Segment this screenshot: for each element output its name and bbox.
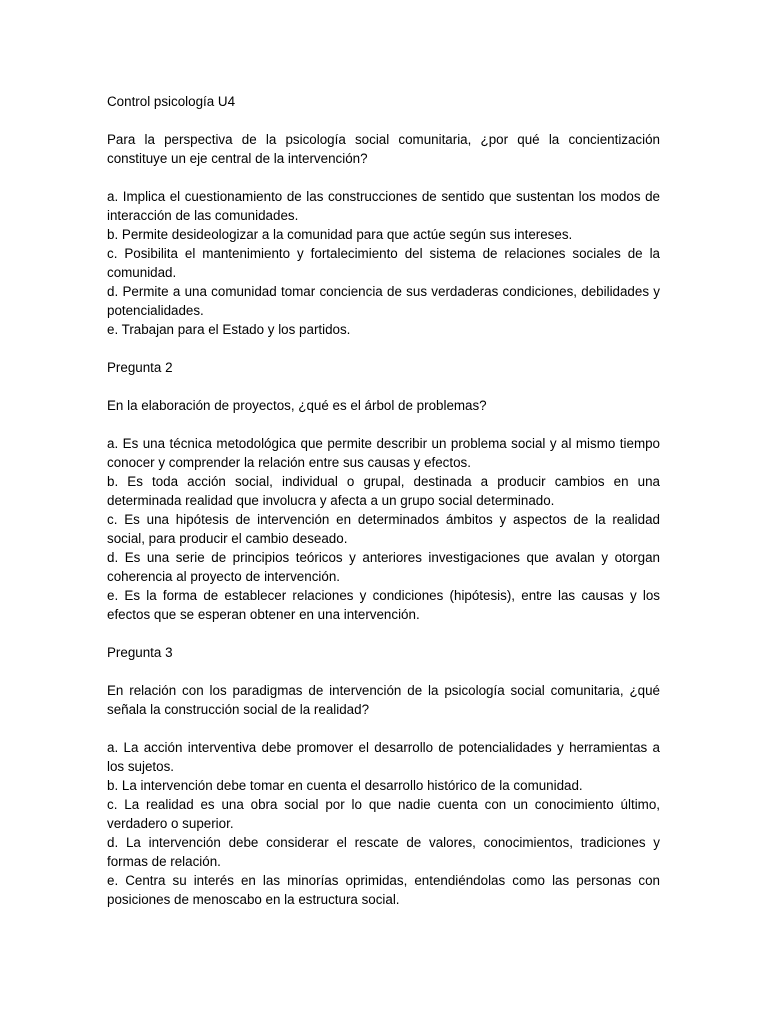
spacer [107,719,660,738]
spacer [107,339,660,358]
spacer [107,624,660,643]
question-3-label: Pregunta 3 [107,645,173,660]
spacer [107,415,660,434]
question-3-option-e: e. Centra su interés en las minorías oprimidas, entendiéndolas como las personas con posiciones de menoscabo en la estructura social. [107,873,660,907]
question-2-option-d: d. Es una serie de principios teóricos y anteriores investigaciones que avalan y otorgan coherencia al proyecto de intervención. [107,550,660,584]
question-2-prompt: En la elaboración de proyectos, ¿qué es el árbol de problemas? [107,398,487,413]
document-title: Control psicología U4 [107,94,236,109]
question-2-option-b: b. Es toda acción social, individual o grupal, destinada a producir cambios en una determinada realidad que involucra y afecta a un grupo social determinado. [107,474,660,508]
spacer [107,377,660,396]
question-1-option-a: a. Implica el cuestionamiento de las construcciones de sentido que sustentan los modos de interacción de las comunidades. [107,189,660,223]
question-2-label: Pregunta 2 [107,360,173,375]
question-3-prompt: En relación con los paradigmas de intervención de la psicología social comunitaria, ¿qué señala la construcción social de la realidad? [107,683,660,717]
question-3-option-c: c. La realidad es una obra social por lo que nadie cuenta con un conocimiento último, verdadero o superior. [107,797,660,831]
question-1-option-d: d. Permite a una comunidad tomar conciencia de sus verdaderas condiciones, debilidades y potencialidades. [107,284,660,318]
document-page [107,92,660,909]
spacer [107,168,660,187]
question-1-option-c: c. Posibilita el mantenimiento y fortalecimiento del sistema de relaciones sociales de la comunidad. [107,246,660,280]
question-2-option-c: c. Es una hipótesis de intervención en determinados ámbitos y aspectos de la realidad social, para producir el cambio deseado. [107,512,660,546]
question-1-option-b: b. Permite desideologizar a la comunidad para que actúe según sus intereses. [107,227,573,242]
question-1-option-e: e. Trabajan para el Estado y los partidos. [107,322,351,337]
question-3-option-d: d. La intervención debe considerar el rescate de valores, conocimientos, tradiciones y formas de relación. [107,835,660,869]
spacer [107,662,660,681]
spacer [107,111,660,130]
question-3-option-b: b. La intervención debe tomar en cuenta el desarrollo histórico de la comunidad. [107,778,583,793]
question-2-option-e: e. Es la forma de establecer relaciones y condiciones (hipótesis), entre las causas y los efectos que se esperan obtener en una intervención. [107,588,660,622]
question-3-option-a: a. La acción interventiva debe promover el desarrollo de potencialidades y herramientas a los sujetos. [107,740,660,774]
question-2-option-a: a. Es una técnica metodológica que permite describir un problema social y al mismo tiempo conocer y comprender la relación entre sus causas y efectos. [107,436,660,470]
question-1-prompt: Para la perspectiva de la psicología social comunitaria, ¿por qué la concientización constituye un eje central de la intervención? [107,132,660,166]
